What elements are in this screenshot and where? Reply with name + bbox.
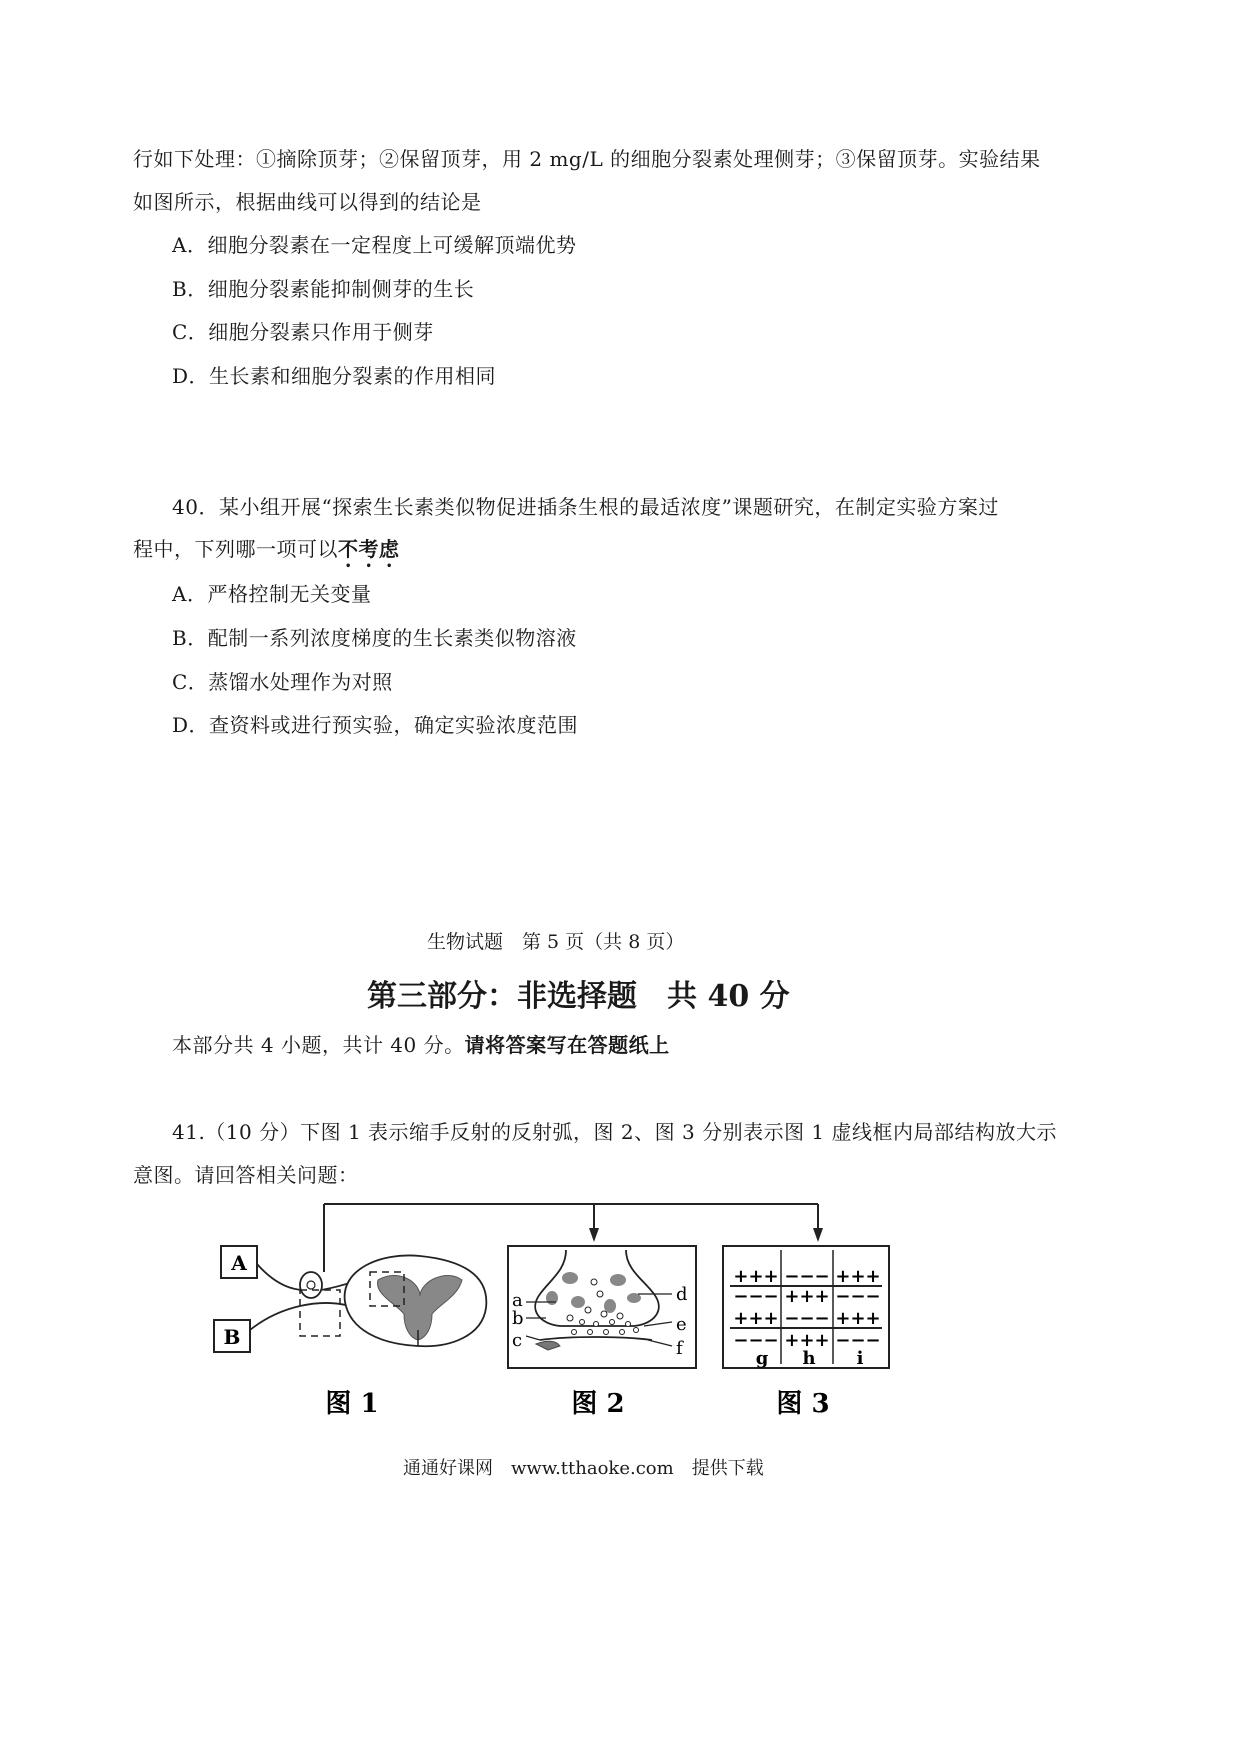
fig2-label-e: e bbox=[676, 1314, 687, 1335]
q40-line2-prefix: 程中，下列哪一项可以 bbox=[133, 537, 338, 561]
figure2-synapse bbox=[508, 1246, 696, 1368]
q40-option-d: D．查资料或进行预实验，确定实验浓度范围 bbox=[172, 713, 579, 737]
q40-option-a: A．严格控制无关变量 bbox=[172, 582, 372, 606]
page-footer: 生物试题 第 5 页（共 8 页） bbox=[427, 931, 685, 953]
q39-option-c: C．细胞分裂素只作用于侧芽 bbox=[172, 320, 434, 344]
q39-line2: 如图所示，根据曲线可以得到的结论是 bbox=[133, 190, 482, 214]
q41-line1: 41.（10 分）下图 1 表示缩手反射的反射弧，图 2、图 3 分别表示图 1 虚线框内局部结构放大示 bbox=[172, 1120, 1058, 1144]
section-intro-bold: 请将答案写在答题纸上 bbox=[464, 1033, 670, 1057]
q39-option-a: A．细胞分裂素在一定程度上可缓解顶端优势 bbox=[172, 233, 577, 257]
section-intro-prefix: 本部分共 4 小题，共计 40 分。 bbox=[172, 1033, 465, 1057]
caption-fig2: 图 2 bbox=[571, 1389, 625, 1419]
figure1-reflex-arc bbox=[214, 1246, 486, 1352]
q39-line1: 行如下处理：①摘除顶芽；②保留顶芽，用 2 mg/L 的细胞分裂素处理侧芽；③保留顶芽。实验结果 bbox=[133, 147, 1041, 171]
fig3-cell-3: +++ bbox=[835, 1266, 881, 1287]
fig2-label-c: c bbox=[512, 1330, 523, 1351]
q40-option-b: B．配制一系列浓度梯度的生长素类似物溶液 bbox=[172, 626, 577, 650]
fig3-cell-10: −−− bbox=[733, 1330, 779, 1351]
q40-line1: 40．某小组开展“探索生长素类似物促进插条生根的最适浓度”课题研究，在制定实验方案过 bbox=[172, 495, 999, 519]
fig1-label-b: B bbox=[223, 1325, 241, 1349]
fig3-cell-8: −−− bbox=[784, 1308, 830, 1329]
fig3-cell-9: +++ bbox=[835, 1308, 881, 1329]
fig3-cell-2: −−− bbox=[784, 1266, 830, 1287]
download-watermark: 通通好课网 www.tthaoke.com 提供下载 bbox=[403, 1458, 764, 1479]
section-title: 第三部分：非选择题 共 40 分 bbox=[367, 979, 790, 1014]
fig3-cell-1: +++ bbox=[733, 1266, 779, 1287]
q40-line2 bbox=[133, 533, 400, 572]
fig1-label-a: A bbox=[231, 1251, 247, 1275]
section-intro bbox=[172, 1029, 670, 1058]
q40-emphasis: 不考虑 bbox=[338, 537, 400, 561]
fig2-label-f: f bbox=[676, 1338, 683, 1359]
fig3-cell-11: +++ bbox=[784, 1330, 830, 1351]
q41-line2: 意图。请回答相关问题： bbox=[133, 1163, 359, 1187]
caption-fig1: 图 1 bbox=[325, 1389, 379, 1419]
q39-option-b: B．细胞分裂素能抑制侧芽的生长 bbox=[172, 277, 475, 301]
fig3-label-g: g bbox=[755, 1348, 769, 1369]
reflex-arc-figure bbox=[0, 1190, 1240, 1450]
fig3-label-h: h bbox=[802, 1348, 816, 1369]
fig3-cell-5: +++ bbox=[784, 1286, 830, 1307]
fig2-label-b: b bbox=[512, 1308, 524, 1329]
figure3-membrane-potential bbox=[723, 1246, 889, 1369]
arrow-to-fig2 bbox=[589, 1228, 599, 1242]
caption-fig3: 图 3 bbox=[776, 1389, 830, 1419]
fig3-cell-4: −−− bbox=[733, 1286, 779, 1307]
q40-option-c: C．蒸馏水处理作为对照 bbox=[172, 670, 393, 694]
fig2-label-d: d bbox=[676, 1284, 688, 1305]
fig3-cell-12: −−− bbox=[835, 1330, 881, 1351]
fig3-label-i: i bbox=[856, 1348, 864, 1369]
fig3-cell-7: +++ bbox=[733, 1308, 779, 1329]
fig2-label-a: a bbox=[512, 1290, 523, 1311]
fig3-cell-6: −−− bbox=[835, 1286, 881, 1307]
arrow-to-fig3 bbox=[813, 1228, 823, 1242]
q39-option-d: D．生长素和细胞分裂素的作用相同 bbox=[172, 364, 497, 388]
